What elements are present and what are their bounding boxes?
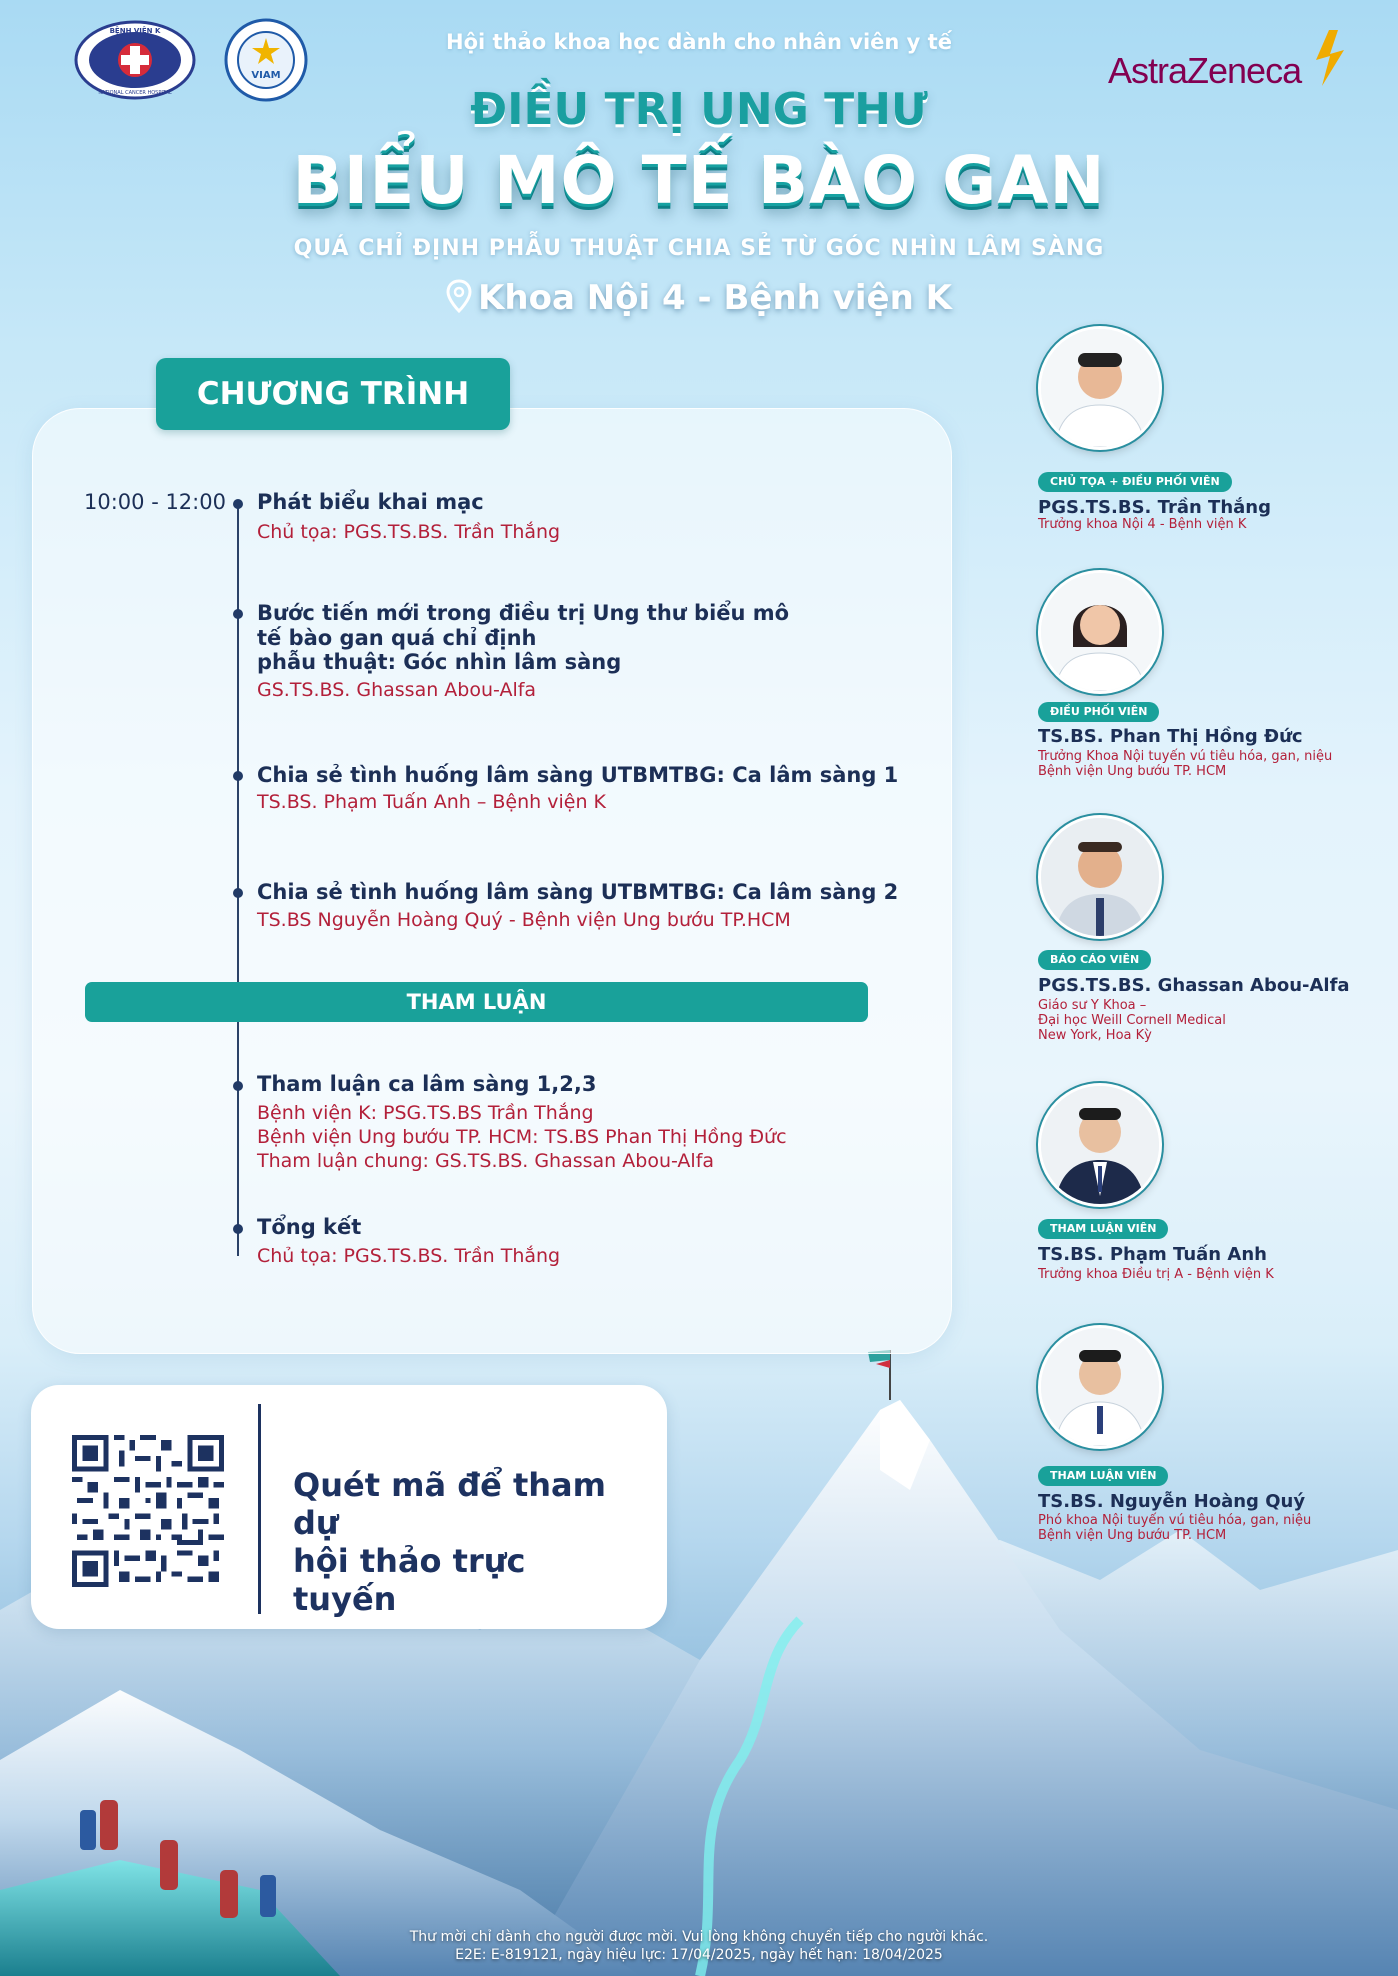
timeline-dot	[233, 888, 243, 898]
speaker-role-badge: ĐIỀU PHỐI VIÊN	[1038, 702, 1159, 722]
agenda-item-title: Tổng kết	[257, 1215, 362, 1239]
speaker-name: PGS.TS.BS. Ghassan Abou-Alfa	[1038, 975, 1350, 996]
footer-line: E2E: E-819121, ngày hiệu lực: 17/04/2025, ngày hết hạn: 18/04/2025	[455, 1947, 943, 1963]
speaker-avatar	[1038, 570, 1162, 694]
speaker-avatar	[1038, 1325, 1162, 1449]
speaker-avatar	[1038, 1083, 1162, 1207]
person-icon	[1041, 1086, 1159, 1204]
event-subtitle: QUÁ CHỈ ĐỊNH PHẪU THUẬT CHIA SẺ TỪ GÓC NHÌN LÂM SÀNG	[293, 236, 1105, 261]
timeline-dot	[233, 609, 243, 619]
qr-code[interactable]	[72, 1435, 224, 1587]
footer-line: Thư mời chỉ dành cho người được mời. Vui lòng không chuyển tiếp cho người khác.	[409, 1929, 989, 1945]
agenda-item-speaker: GS.TS.BS. Ghassan Abou-Alfa	[257, 679, 537, 701]
timeline-dot	[233, 771, 243, 781]
event-location	[0, 278, 1398, 318]
qr-caption-line: Quét mã để tham dự	[293, 1466, 606, 1542]
person-icon	[1041, 329, 1159, 447]
timeline-dot	[233, 1081, 243, 1091]
agenda-item-speaker: TS.BS. Phạm Tuấn Anh – Bệnh viện K	[257, 791, 606, 813]
agenda-item-title: Chia sẻ tình huống lâm sàng UTBMTBG: Ca lâm sàng 2	[257, 880, 899, 904]
timeline-dot	[233, 499, 243, 509]
speaker-role-badge: BÁO CÁO VIÊN	[1038, 950, 1151, 970]
qr-divider	[258, 1404, 261, 1614]
person-icon	[1041, 573, 1159, 691]
speaker-name: TS.BS. Phan Thị Hồng Đức	[1038, 726, 1303, 747]
agenda-item-title: Phát biểu khai mạc	[257, 490, 484, 514]
astrazeneca-mark-icon	[1304, 26, 1354, 90]
agenda-item-speaker: Bệnh viện K: PSG.TS.BS Trần Thắng	[257, 1102, 594, 1124]
astrazeneca-wordmark: AstraZeneca	[1108, 50, 1302, 91]
speaker-title: Phó khoa Nội tuyến vú tiêu hóa, gan, niệu	[1038, 1513, 1312, 1528]
program-time: 10:00 - 12:00	[84, 490, 226, 514]
agenda-item-speaker: TS.BS Nguyễn Hoàng Quý - Bệnh viện Ung bướu TP.HCM	[257, 909, 791, 931]
title-line-1: ĐIỀU TRỊ UNG THƯ	[470, 84, 928, 135]
agenda-item-title: Chia sẻ tình huống lâm sàng UTBMTBG: Ca lâm sàng 1	[257, 763, 899, 787]
svg-text:VIAM: VIAM	[251, 70, 281, 81]
agenda-item-speaker: Chủ tọa: PGS.TS.BS. Trần Thắng	[257, 1245, 561, 1267]
speaker-title: Bệnh viện Ung bướu TP. HCM	[1038, 1528, 1227, 1543]
speaker-avatar	[1038, 815, 1162, 939]
speaker-name: TS.BS. Phạm Tuấn Anh	[1038, 1244, 1267, 1265]
title-line-2: BIỂU MÔ TẾ BÀO GAN	[292, 142, 1106, 219]
speaker-title: Giáo sư Y Khoa –	[1038, 998, 1147, 1013]
agenda-item-title: Tham luận ca lâm sàng 1,2,3	[257, 1072, 597, 1096]
speaker-name: PGS.TS.BS. Trần Thắng	[1038, 497, 1271, 518]
speaker-avatar	[1038, 326, 1162, 450]
svg-text:NATIONAL CANCER HOSPITAL: NATIONAL CANCER HOSPITAL	[98, 90, 172, 96]
svg-text:BỆNH VIỆN K: BỆNH VIỆN K	[109, 27, 161, 35]
discussion-bar: THAM LUẬN	[85, 982, 868, 1022]
agenda-item-speaker: Tham luận chung: GS.TS.BS. Ghassan Abou-Alfa	[257, 1150, 715, 1172]
agenda-item-speaker: Bệnh viện Ung bướu TP. HCM: TS.BS Phan Thị Hồng Đức	[257, 1126, 787, 1148]
agenda-item-title-line: phẫu thuật: Góc nhìn lâm sàng	[257, 650, 622, 674]
agenda-item-speaker: Chủ tọa: PGS.TS.BS. Trần Thắng	[257, 521, 561, 543]
speaker-title: Bệnh viện Ung bướu TP. HCM	[1038, 764, 1227, 779]
agenda-item-title-line: tế bào gan quá chỉ định	[257, 626, 537, 650]
program-heading: CHƯƠNG TRÌNH	[156, 358, 510, 430]
speaker-title: Đại học Weill Cornell Medical	[1038, 1013, 1226, 1028]
speaker-title: Trưởng khoa Nội 4 - Bệnh viện K	[1038, 517, 1247, 532]
location-pin-icon	[446, 279, 472, 313]
agenda-item-title-line: Bước tiến mới trong điều trị Ung thư biểu mô	[257, 601, 790, 625]
speaker-role-badge: THAM LUẬN VIÊN	[1038, 1219, 1168, 1239]
person-icon	[1041, 818, 1159, 936]
footer-note	[0, 1928, 1398, 1964]
speaker-title: Trưởng khoa Điều trị A - Bệnh viện K	[1038, 1267, 1274, 1282]
location-text: Khoa Nội 4 - Bệnh viện K	[478, 278, 952, 318]
person-icon	[1041, 1328, 1159, 1446]
timeline-dot	[233, 1224, 243, 1234]
speaker-role-badge: CHỦ TỌA + ĐIỀU PHỐI VIÊN	[1038, 472, 1232, 492]
qr-caption	[293, 1466, 633, 1618]
speaker-name: TS.BS. Nguyễn Hoàng Quý	[1038, 1491, 1306, 1512]
speaker-role-badge: THAM LUẬN VIÊN	[1038, 1466, 1168, 1486]
event-tagline: Hội thảo khoa học dành cho nhân viên y tế	[446, 30, 952, 54]
speaker-title: Trưởng Khoa Nội tuyến vú tiêu hóa, gan, niệu	[1038, 749, 1333, 764]
speaker-title: New York, Hoa Kỳ	[1038, 1028, 1152, 1043]
qr-caption-line: hội thảo trực tuyến	[293, 1542, 526, 1618]
